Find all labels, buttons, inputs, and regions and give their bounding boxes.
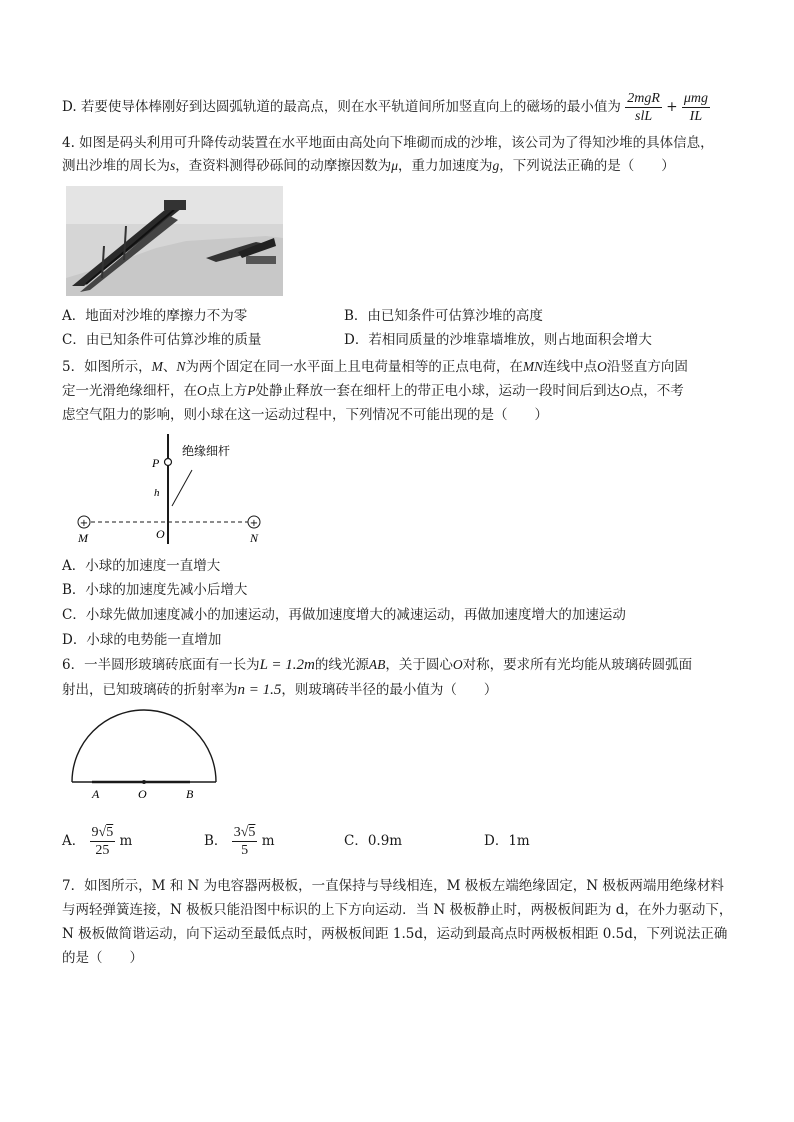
q4-text: ，查资料测得砂砾间的动摩擦因数为 bbox=[175, 158, 392, 174]
q6-label-o: O bbox=[138, 787, 147, 801]
q6-option-a-fraction bbox=[90, 824, 116, 859]
q5-var-m: M bbox=[151, 359, 163, 374]
q6-semicircle-figure bbox=[62, 706, 222, 802]
q3-fraction-1 bbox=[625, 90, 662, 125]
q6-text: ，则玻璃砖半径的最小值为（ ） bbox=[281, 682, 498, 698]
q6-text: 对称，要求所有光均能从玻璃砖圆弧面 bbox=[462, 657, 693, 673]
q3-option-d-text: D. 若要使导体棒刚好到达圆弧轨道的最高点，则在水平轨道间所加竖直向上的磁场的最小值为 bbox=[62, 99, 621, 115]
q5-label-p: P bbox=[152, 456, 160, 470]
q5-stem-line2 bbox=[62, 381, 684, 401]
q6-option-b-num: 3√5 bbox=[233, 825, 256, 840]
q5-label-o: O bbox=[156, 527, 165, 541]
q5-text: 沿竖直方向固 bbox=[606, 359, 688, 375]
q5-var-mn: MN bbox=[522, 359, 544, 374]
q7-stem-line2: 与两轻弹簧连接，N 极板只能沿图中标识的上下方向运动．当 N 极板静止时，两极板间距为 d，在外力驱动下， bbox=[62, 902, 733, 918]
q5-charge-n-plus: + bbox=[249, 518, 259, 529]
q4-photo-drawing bbox=[66, 186, 283, 296]
q4-stem-line1: 4. 如图是码头利用可升降传动装置在水平地面由高处向下堆砌而成的沙堆，该公司为了得知沙堆的具体信息， bbox=[62, 135, 714, 151]
q5-rod-label: 绝缘细杆 bbox=[182, 444, 231, 458]
q6-option-b-den: 5 bbox=[241, 843, 249, 858]
q6-option-a-den: 25 bbox=[95, 843, 110, 858]
q5-text: 点上方 bbox=[206, 383, 248, 399]
q5-rod-pointer bbox=[172, 470, 192, 506]
q5-option-d[interactable]: D．小球的电势能一直增加 bbox=[62, 632, 222, 648]
q3-plus: + bbox=[666, 99, 678, 115]
q4-option-a[interactable]: A．地面对沙堆的摩擦力不为零 bbox=[62, 308, 248, 324]
q5-text: 点，不考 bbox=[629, 383, 684, 399]
q6-option-d[interactable]: D．1m bbox=[484, 833, 530, 849]
q4-option-c[interactable]: C．由已知条件可估算沙堆的质量 bbox=[62, 332, 262, 348]
q3-option-d bbox=[62, 90, 710, 125]
q7-stem-line3: N 极板做简谐运动，向下运动至最低点时，两极板间距 1.5d，运动到最高点时两极板相距 0.5d，下列说法正确 bbox=[62, 926, 728, 942]
q3-frac2-num: μmg bbox=[683, 91, 708, 106]
q5-text: 定一光滑绝缘细杆，在 bbox=[62, 383, 197, 399]
q4-option-d[interactable]: D．若相同质量的沙堆靠墙堆放，则占地面积会增大 bbox=[344, 332, 652, 348]
q5-option-a[interactable]: A．小球的加速度一直增大 bbox=[62, 558, 221, 574]
q3-frac1-num: 2mgR bbox=[627, 91, 660, 106]
q6-center-o bbox=[142, 780, 146, 784]
q5-charge-m-plus: + bbox=[79, 518, 89, 529]
q4-text: ，重力加速度为 bbox=[398, 158, 493, 174]
q5-var-p: P bbox=[247, 383, 256, 398]
q6-option-c[interactable]: C．0.9m bbox=[344, 833, 403, 849]
q5-label-m: M bbox=[78, 531, 88, 545]
q6-option-a[interactable] bbox=[62, 822, 132, 860]
q5-stem-line1 bbox=[62, 357, 688, 377]
q3-frac2-den: IL bbox=[689, 109, 703, 124]
q5-option-b[interactable]: B．小球的加速度先减小后增大 bbox=[62, 582, 248, 598]
q5-label-n: N bbox=[250, 531, 259, 545]
q5-var-o: O bbox=[620, 383, 630, 398]
q6-var-o: O bbox=[452, 657, 463, 672]
q5-var-o: O bbox=[197, 383, 207, 398]
q3-frac1-den: slL bbox=[635, 109, 653, 124]
q6-option-b[interactable] bbox=[204, 822, 275, 860]
q5-option-c[interactable]: C．小球先做加速度减小的加速运动，再做加速度增大的减速运动，再做加速度增大的加速运动 bbox=[62, 607, 626, 623]
q5-var-o: O bbox=[597, 359, 607, 374]
q6-option-b-unit: m bbox=[261, 833, 275, 849]
q7-stem-line4: 的是（ ） bbox=[62, 950, 143, 966]
q4-stem-line2 bbox=[62, 156, 675, 176]
q3-fraction-2 bbox=[682, 90, 710, 125]
q5-ball-p bbox=[165, 459, 172, 466]
q6-length-eq: L = 1.2m bbox=[259, 657, 315, 673]
q5-text: 为两个固定在同一水平面上且电荷量相等的正点电荷，在 bbox=[185, 359, 523, 375]
q4-option-b[interactable]: B．由已知条件可估算沙堆的高度 bbox=[344, 308, 543, 324]
q7-stem-line1: 7．如图所示，M 和 N 为电容器两极板，一直保持与导线相连，M 极板左端绝缘固定，N 极板两端用绝缘材料 bbox=[62, 878, 724, 894]
q6-option-b-radicand: 5 bbox=[248, 825, 256, 840]
q4-var-s: s bbox=[170, 158, 176, 173]
q4-text: ，下列说法正确的是（ ） bbox=[499, 158, 675, 174]
q5-text: 5．如图所示， bbox=[62, 359, 152, 375]
q6-stem-line1 bbox=[62, 655, 692, 675]
q6-text: 的线光源 bbox=[314, 657, 369, 673]
q6-option-b-label: B． bbox=[204, 833, 228, 849]
q6-text: 6．一半圆形玻璃砖底面有一长为 bbox=[62, 657, 260, 673]
q4-text: 测出沙堆的周长为 bbox=[62, 158, 170, 174]
q6-label-a: A bbox=[92, 787, 100, 801]
q5-text: 处静止释放一套在细杆上的带正电小球，运动一段时间后到达 bbox=[255, 383, 620, 399]
q5-var-n: N bbox=[176, 359, 186, 374]
q6-option-a-radicand: 5 bbox=[106, 825, 114, 840]
q6-text: 射出，已知玻璃砖的折射率为 bbox=[62, 682, 238, 698]
q4-sand-pile-photo bbox=[66, 186, 283, 296]
q6-option-a-coef: 9 bbox=[91, 825, 99, 840]
q6-index-eq: n = 1.5 bbox=[237, 682, 282, 698]
q6-text: ，关于圆心 bbox=[385, 657, 453, 673]
q6-option-a-unit: m bbox=[119, 833, 133, 849]
q6-option-a-label: A． bbox=[62, 833, 86, 849]
q4-var-g: g bbox=[492, 158, 500, 173]
q5-stem-line3: 虑空气阻力的影响，则小球在这一运动过程中，下列情况不可能出现的是（ ） bbox=[62, 407, 548, 423]
q4-var-mu: μ bbox=[391, 158, 399, 173]
q6-var-ab: AB bbox=[368, 657, 386, 672]
q6-arc bbox=[72, 710, 216, 782]
q5-label-h: h bbox=[154, 487, 160, 499]
q5-text: 、 bbox=[162, 359, 177, 375]
q6-stem-line2 bbox=[62, 680, 497, 700]
q6-label-b: B bbox=[186, 787, 194, 801]
q6-option-b-coef: 3 bbox=[233, 825, 241, 840]
q6-option-b-fraction bbox=[232, 824, 258, 859]
q6-option-a-num: 9√5 bbox=[91, 825, 114, 840]
q5-charges-figure bbox=[62, 432, 282, 550]
q5-text: 连线中点 bbox=[543, 359, 598, 375]
